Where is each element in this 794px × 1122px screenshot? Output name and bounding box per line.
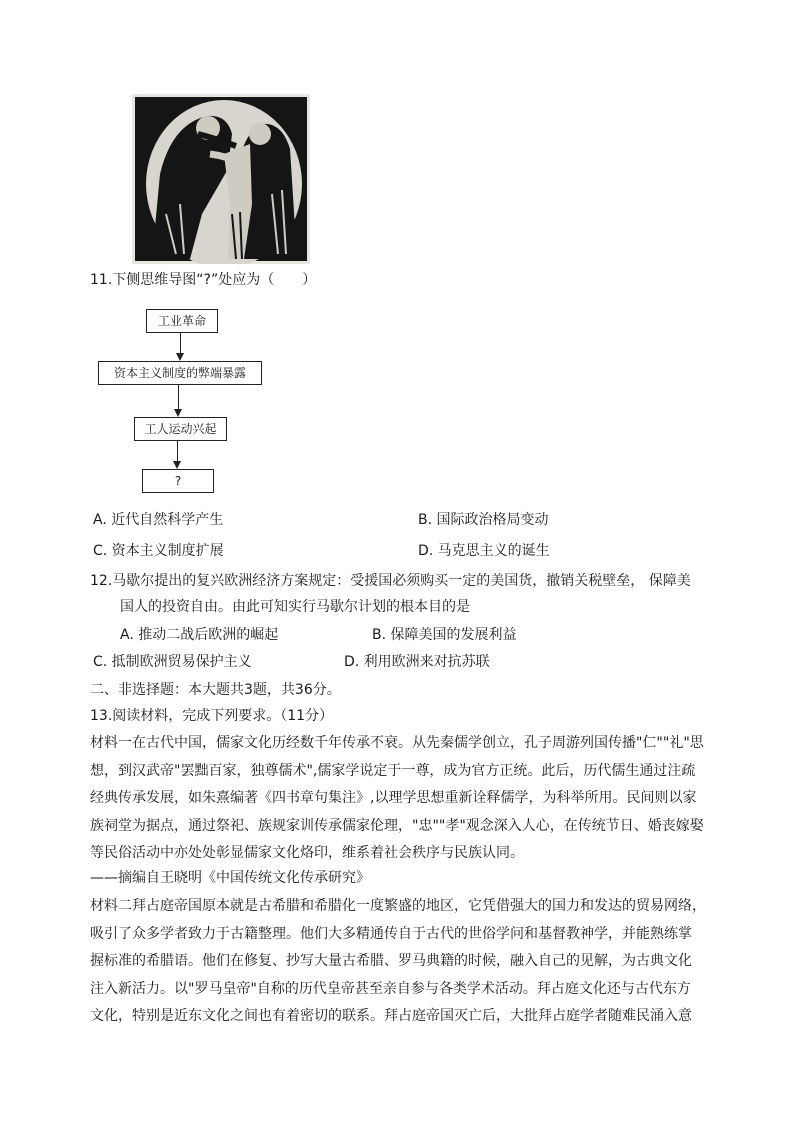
q11-option-b[interactable]: B. 国际政治格局变动 [418,512,549,528]
q11-option-a[interactable]: A. 近代自然科学产生 [93,512,224,528]
mindmap-node-industrial-revolution: 工业革命 [146,309,218,333]
material-one [90,730,710,868]
mindmap-arrow [178,385,179,415]
material-two [90,893,710,1031]
q11-option-c[interactable]: C. 资本主义制度扩展 [93,543,224,559]
question-11-stem: 11.下侧思维导图“?”处应为（ ） [90,272,317,288]
q11-option-d[interactable]: D. 马克思主义的诞生 [418,543,550,559]
q12-option-b[interactable]: B. 保障美国的发展利益 [372,627,517,643]
material-two-line: 握标准的希腊语。他们在修复、抄写大量古希腊、罗马典籍的时候，融入自己的见解，为古典文化 [90,953,692,969]
material-two-line: 吸引了众多学者致力于古籍整理。他们大多精通传自于古代的世俗学问和基督教神学，并能熟练掌 [90,925,692,942]
question-13-stem: 13.阅读材料，完成下列要求。（11分） [90,708,334,724]
mindmap-arrow [177,441,178,467]
material-one-line: 族祠堂为据点，通过祭祀、族规家训传承儒家伦理，"忠""孝"观念深入人心，在传统节日、婚丧嫁娶 [90,817,704,834]
material-one-line: 等民俗活动中亦处处彰显儒家文化烙印，维系着社会秩序与民族认同。 [90,845,524,861]
question-12-stem-line1: 12.马歇尔提出的复兴欧洲经济方案规定：受援国必须购买一定的美国货，撤销关税壁垒， 保障美 [90,573,691,589]
mindmap-node-capitalism-drawbacks: 资本主义制度的弊端暴露 [98,361,262,385]
question-12-stem-line2: 国人的投资自由。由此可知实行马歇尔计划的根本目的是 [120,599,470,615]
material-two-line: 注入新活力。以"罗马皇帝"自称的历代皇帝甚至亲自参与各类学术活动。拜占庭文化还与古代东方 [90,980,691,997]
mindmap-arrow [180,333,181,359]
mindmap-node-unknown: ? [142,469,214,493]
q12-option-d[interactable]: D. 利用欧洲来对抗苏联 [344,654,490,670]
q12-option-c[interactable]: C. 抵制欧洲贸易保护主义 [93,654,252,670]
material-one-line: 想，到汉武帝"罢黜百家，独尊儒术",儒家学说定于一尊，成为官方正统。此后，历代儒生通过注疏 [90,762,696,779]
material-two-line: 材料二拜占庭帝国原本就是古希腊和希腊化一度繁盛的地区，它凭借强大的国力和发达的贸易网络， [90,898,706,914]
q12-option-a[interactable]: A. 推动二战后欧洲的崛起 [120,627,279,643]
material-one-line: 材料一在古代中国，儒家文化历经数千年传承不衰。从先秦儒学创立，孔子周游列国传播"仁""礼"思 [90,735,704,751]
woodcut-illustration [132,94,310,264]
mindmap-node-workers-movement: 工人运动兴起 [134,417,227,441]
material-one-source: ——摘编自王晓明《中国传统文化传承研究》 [90,870,370,886]
section-heading: 二、非选择题：本大题共3题，共36分。 [90,682,341,698]
material-one-line: 经典传承发展，如朱熹编著《四书章句集注》,以理学思想重新诠释儒学，为科举所用。民间则以家 [90,790,697,806]
material-two-line: 文化，特别是近东文化之间也有着密切的联系。拜占庭帝国灭亡后，大批拜占庭学者随难民涌入意 [90,1008,692,1024]
